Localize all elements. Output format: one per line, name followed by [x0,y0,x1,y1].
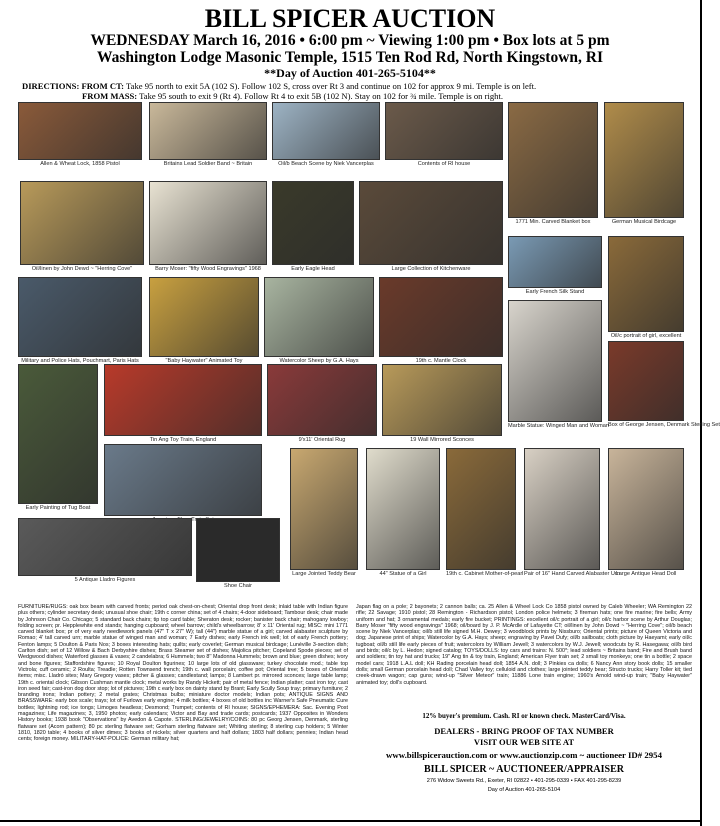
flyer-title: BILL SPICER AUCTION [204,4,496,33]
auction-photo [508,300,602,422]
dealers-line: DEALERS - BRING PROOF OF TAX NUMBER [434,726,614,736]
photo-caption: Oil/c portrait of girl, excellent [610,333,682,339]
photo-caption: Britains Lead Soldier Band ~ Britain [163,161,253,167]
directions-ct [22,81,692,91]
auction-photo [18,364,98,504]
website-line[interactable]: www.billspicerauction.com or www.auctionzip.com ~ auctioneer ID# 2954 [386,750,662,760]
terms-line: 12% buyer's premium. Cash. RI or known check. MasterCard/Visa. [422,712,626,720]
photo-caption: Early French Silk Stand [525,289,585,295]
auction-photo [149,181,267,265]
auction-photo [604,102,684,218]
photo-caption: Tin Ang Toy Train, England [149,437,217,443]
photo-caption: 5 Antique Lladro Figures [74,577,136,583]
item-list-left: FURNITURE/RUGS: oak box beam with carved fronts; period oak chest-on-chest; Oriental drop front desk; inlaid table with Indian figure plus others; cylinder secretary desk; unusual shoe chair; 19th c corner china; set of 4 chairs; 4-door sideboard; Tambour desk; chair made by Johnson Chair Co. Chicago; 5 standard back chairs; tip top card table; Sheraton desk; rocker; banister back chair; mahogany lowboy; folding screen; pr. Hepplewhite end stands; hanging cupboard; wheel barrow; child's wheelbarrow; 8' x 11' Oriental rug; MISC: mini 1771 carved blanket box; pr of very early needlework panels (47" T x 27" W); tall (44") marble statue of a girl; carved alabaster sculpture by Romao; 4' tall carved urn; marble statue of winged man and woman; 7 Early dishes; early French ink well; lot of early French pottery; Fenton lamps; 5 Doulton & Paris Nos; 3 boxes interesting hats; quilts; early coverlet; German musical birdcage; Lunéville 3-section dish; Carlton dish; set of 12 Willow & Bach Derbyshire dishes; Brass Steamer set of dishes; Majolica pitcher; Copeland Spode pieces; set of Wedgwood dishes; Waterford glasses & vases; 2 candelabra; 6 Hummels; two 8'' Madonna Hummels; brown and blue; green dishes; ivory and bone figures; Staffordshire figures; 10 Royal Doulton figurines; 10 large lots of old glassware; turkey chocolate mod.; table top Victrola; cuff ceramic; 2 Roulta; Treadle; Rotten Townsend trench; 19th c. wall porcelain; coffee pot; Oriental tree; 5 boxes of Oriental items; misc. Lladró sites; Mary Gregory vases; pitcher & glasses; candlestand; lamps; 8 Lambert pr. mirrored sconces; large table lamp; 19th c. oriental clock; Gibson Cushman mantle clock; metal works by Randy Hickett; pair of metal fence; Indian platter; cast iron toy; cast iron seed fair; cast-iron dog door stop; lot of pictures; 19th c early box on dainty stand by Brant; Early Scully Soup tray; primary furniture; 2 branding irons; Indian pottery; 2 metal grates; Christmas bulbs; miniature doctor models; Indian pots; ANTIQUE SIGNS AND BRASSWARE: early box scale; trays; lot of Furlows early engine; 4 milk bottles; 4 boxes of old bottles inc Warner's Safe Pneumatic Cure bottles; lightning rod; ice tongs; Limoges headless; Desmond; Trumpet; contents of RI house; SIGNS/EPHEMERA: Sac. Evening Post magazines; Life magazines; 3, 1950 photos; early calendars; Victor and Bay and trade cards; postcards; 1937 Opposites in Wonders History books; 1938 book "Observations" by Avedon & Capote. STERLING/JEWELRY/COINS: 80 pc Georg Jensen, Denmark, sterling flatware set (Acorn pattern); 80 pc sterling flatware set; Gorham sterling flatware set; Whiting sterling; 8 sterling cup holders; 5 Winter 1810, 1820 table; 4 books of silver dimes; 3 books of nickels; silver quarters and half dollars; 1803 half dollars; pennies; Indian head cents; foreign money. MILITARY-HAT-POLICE: German military hat; [18,604,348,743]
directions-mass-label: FROM MASS: [82,91,138,101]
photo-caption: "Baby Haywater" Animated Toy [165,358,243,364]
auction-photo [366,448,440,570]
photo-caption: Military and Police Hats, Pouchmart, Paris Hats [21,358,139,364]
photo-caption: German Musical Birdcage [611,219,677,225]
auction-photo [382,364,502,436]
photo-caption: Contents of RI house [417,161,471,167]
auction-photo [104,364,262,436]
photo-caption: Barry Moser: "fifty Wood Engravings" 1968 [155,266,261,272]
photo-caption: 9'x11' Oriental Rug [298,437,346,443]
photo-caption: Watercolor Sheep by G.A. Hays [279,358,359,364]
auction-photo [379,277,503,357]
auction-photo [18,518,192,576]
photo-caption: Large Collection of Kitchenware [391,266,471,272]
photo-caption: 19 Wall Mirrored Sconces [410,437,474,443]
auction-photo [18,277,142,357]
auction-photo [524,448,600,570]
auction-photo [264,277,374,357]
date-line: WEDNESDAY March 16, 2016 • 6:00 pm ~ Viewing 1:00 pm • Box lots at 5 pm [90,32,610,49]
auction-photo [385,102,503,160]
day-of-auction-phone: Day of Auction 401-265-5104 [487,787,561,793]
auction-photo [359,181,503,265]
directions-mass-text: Take 95 south to exit 9 (Rt 4). Follow Rt 4 to exit 5B (102 N). Stay on 102 for ¾ mile. Temple is on right. [139,91,503,101]
auction-photo [608,236,684,332]
item-list-right: Japan flag on a pole; 2 bayonets; 2 cannon balls; ca. 25 Allen & Wheel Lock Co 1858 pistol owned by Caleb Wheeler; WA Remington 22 rifle; 22 Savage; 1910 pistol; 28 Remington - Richardson pistol; London police helmets; 3 fireman hats; one fire marine; fire bells; Army uniform and hat; 3 ornamental medals; early fire bucket; PRINTINGS: excellent oil/c portrait of a girl; oil/c harbor scene by Arthur Douglas; Barry Moser "fifty wood engravings" 1968; oil/board by J. P. McArdle of Lafayette CT; oil/linen by John Dowd ~ "Herring Cove"; oil/b beach scene by Niek Vancerplas; oil/b still life signed M.H. Dewey; 3 woodblock prints by Nissburo; Oriental prints; picture of Queen Victoria and dog; Japanese print of ships; Watercolor by G.A. Hays; sheep; engraving by Pavel Dufy; oil/b sailboats; cloth picture by Haeyami; early oil/c tugboat; oil/b still life early pieces of fruit; watercolors by William Jewell; 3 watercolors by W.J. Jewell; woodcuts by R. Hasegawa; oil/b bird and birds; oil/c by L. Hedon; signed catalog; TOYS/DOLLS: toy cars and trains: N. 500*; lead soldiers ~ Britains band; Fire and Brush band and soldiers; tin toy hat and trucks; 19" Ang tin & toy train, England; American Flyer train set; 2 small toy monkeys; one tin a bottle; 2 space model cars; 1918 L.A.L doll; KH Rading porcelain head doll; 1854 A.N. doll; 3 Pinkies ca dolls; 6 Nancy Ann story book dolls; 15 smaller dolls; small German porcelain head doll; Chad Valley toy; celluloid and clothes; large jointed teddy bear; Structo trucks; Harry Toller kit; tied creek-drawn wagon; cap guns; wind-up "Silver Meteor" train; 11886 Lone train engine; 1960's Arnold wind-up train; "Baby Haywater" animated toy; doll's cupboard. [356,604,692,686]
photo-caption: Shoe Chair [224,583,252,589]
photo-caption: Allen & Wheat Lock, 1858 Pistol [40,161,120,167]
auction-photo [272,102,380,160]
auction-photo [290,448,358,570]
location-line: Washington Lodge Masonic Temple, 1515 Ten Rod Rd, North Kingstown, RI [96,49,603,66]
photo-caption: Early Eagle Head [291,266,335,272]
auctioneer-name: BILL SPICER ~ AUCTIONEER/APPRAISER [424,764,624,775]
auction-photo [196,518,280,582]
photo-caption: 19th c. Mantle Clock [415,358,467,364]
auction-photo [149,277,259,357]
visit-line: VISIT OUR WEB SITE AT [473,737,575,747]
auctioneer-address: 276 Widow Sweets Rd., Exeter, RI 02822 • 401-295-0339 • FAX 401-295-8239 [426,778,622,784]
photo-caption: Large Antique Head Doll [615,571,677,577]
bottom-border [0,820,700,822]
auction-photo [508,236,602,288]
photo-caption: Large Jointed Teddy Bear [292,571,356,577]
auction-photo [20,181,144,265]
directions-mass [82,91,692,101]
phone-line: **Day of Auction 401-265-5104** [264,66,436,80]
auction-photo [267,364,377,436]
photo-caption: Early Painting of Tug Boat [25,505,91,511]
directions-ct-text: Take 95 north to exit 5A (102 S). Follow 102 S, cross over Rt 3 and continue on 102 for approx 9 mi. Temple is on left. [126,81,537,91]
auction-photo [149,102,267,160]
auction-photo [446,448,516,570]
auction-photo [608,448,684,570]
photo-caption: 44" Statue of a Girl [379,571,427,577]
photo-caption: Marble Statue: Winged Man and Woman [508,423,609,429]
photo-caption: 1771 Min. Carved Blanket box [515,219,591,225]
photo-caption: Oil/linen by John Dewd ~ "Herring Cove" [31,266,133,272]
auction-photo [608,341,684,421]
directions-label: DIRECTIONS: [22,81,80,91]
auction-photo [508,102,598,218]
directions-ct-label: FROM CT: [81,81,125,91]
photo-caption: Pair of 16" Hand Carved Alabaster Urn [524,571,620,577]
photo-caption: Box of George Jensen, Denmark Sterling Set [608,422,720,428]
auction-photo [18,102,142,160]
auction-photo [272,181,354,265]
photo-caption: Oil/b Beach Scene by Niek Vancerplas [278,161,374,167]
photo-caption: 19th c. Cabinet Mother-of-pearl [446,571,524,577]
auction-photo [104,444,262,516]
